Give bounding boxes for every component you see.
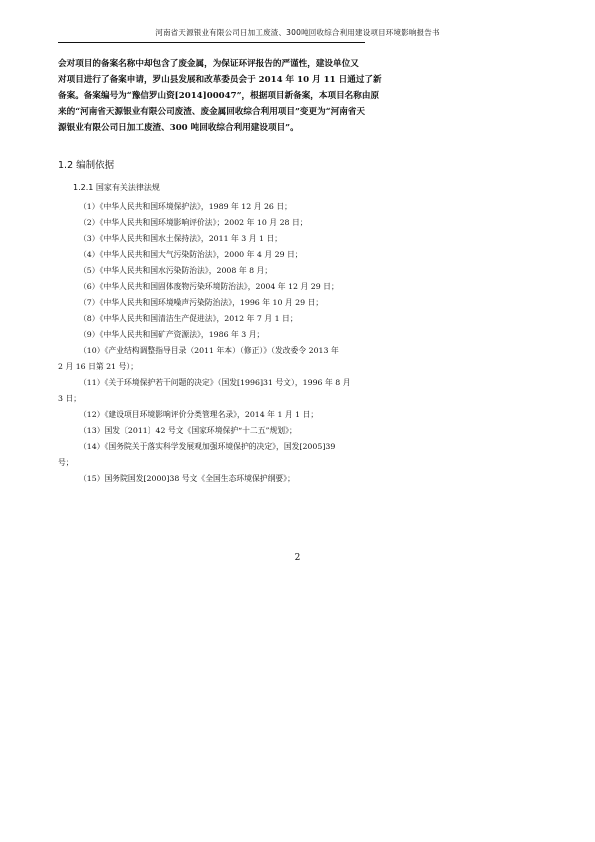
law-item-continuation: 2 月 16 日第 21 号）； <box>58 362 139 371</box>
law-list <box>58 199 370 487</box>
law-item-text: （11）《关于环境保护若干问题的决定》（国发[1996]31 号文），1996 年 8 月 <box>79 378 351 387</box>
law-item <box>58 263 370 279</box>
law-item <box>58 375 370 407</box>
section-title: 1.2 编制依据 <box>58 160 115 171</box>
law-item-text: （14）《国务院关于落实科学发展观加强环境保护的决定》，国发[2005]39 <box>79 442 336 451</box>
intro-line: 源银业有限公司日加工废渣、300 吨回收综合利用建设项目”。 <box>58 123 299 133</box>
law-item <box>58 327 370 343</box>
law-item <box>58 471 370 487</box>
law-item <box>58 215 370 231</box>
law-item <box>58 295 370 311</box>
law-item-text: （3）《中华人民共和国水土保持法》，2011 年 3 月 1 日； <box>79 234 283 243</box>
law-item-text: （7）《中华人民共和国环境噪声污染防治法》，1996 年 10 月 29 日； <box>79 298 324 307</box>
law-item-text: （15）国务院国发[2000]38 号文《全国生态环境保护纲要》； <box>79 474 295 483</box>
subsection-title: 1.2.1 国家有关法律法规 <box>73 183 160 192</box>
law-item-text: （2）《中华人民共和国环境影响评价法》；2002 年 10 月 28 日； <box>79 218 308 227</box>
page-number: 2 <box>294 553 301 563</box>
page-header: 河南省天源银业有限公司日加工废渣、300吨回收综合利用建设项目环境影响报告书 <box>155 28 440 37</box>
law-item-text: （10）《产业结构调整指导目录（2011 年本）（修正）》（发改委令 2013 年 <box>79 346 339 355</box>
intro-line: 对项目进行了备案申请，罗山县发展和改革委员会于 2014 年 10 月 11 日通过了新 <box>58 75 382 85</box>
intro-line: 来的“河南省天源银业有限公司废渣、废金属回收综合利用项目”变更为“河南省天 <box>58 107 366 117</box>
law-item <box>58 199 370 215</box>
law-item <box>58 439 370 471</box>
law-item-text: （13）国发〔2011〕42 号文《国家环境保护“十二五”规划》； <box>79 426 297 435</box>
law-item <box>58 231 370 247</box>
law-item-text: （12）《建设项目环境影响评价分类管理名录》，2014 年 1 月 1 日； <box>79 410 319 419</box>
header-rule <box>58 42 365 43</box>
law-item <box>58 343 370 375</box>
law-item-text: （4）《中华人民共和国大气污染防治法》，2000 年 4 月 29 日； <box>79 250 303 259</box>
intro-paragraph <box>58 56 382 136</box>
law-item <box>58 247 370 263</box>
intro-line: 会对项目的备案名称中却包含了废金属，为保证环评报告的严谨性，建设单位又 <box>58 59 359 69</box>
law-item-text: （9）《中华人民共和国矿产资源法》，1986 年 3 月； <box>79 330 265 339</box>
law-item <box>58 407 370 423</box>
intro-line: 备案。备案编号为“豫信罗山资[2014]00047”，根据项目新备案，本项目名称由原 <box>58 91 380 101</box>
law-item-text: （5）《中华人民共和国水污染防治法》，2008 年 8 月； <box>79 266 273 275</box>
law-item <box>58 423 370 439</box>
law-item-continuation: 号； <box>58 458 74 467</box>
law-item-text: （6）《中华人民共和国固体废物污染环境防治法》，2004 年 12 月 29 日； <box>79 282 339 291</box>
law-item <box>58 311 370 327</box>
law-item <box>58 279 370 295</box>
law-item-continuation: 3 日； <box>58 394 82 403</box>
law-item-text: （1）《中华人民共和国环境保护法》，1989 年 12 月 26 日； <box>79 202 292 211</box>
law-item-text: （8）《中华人民共和国清洁生产促进法》，2012 年 7 月 1 日； <box>79 314 298 323</box>
